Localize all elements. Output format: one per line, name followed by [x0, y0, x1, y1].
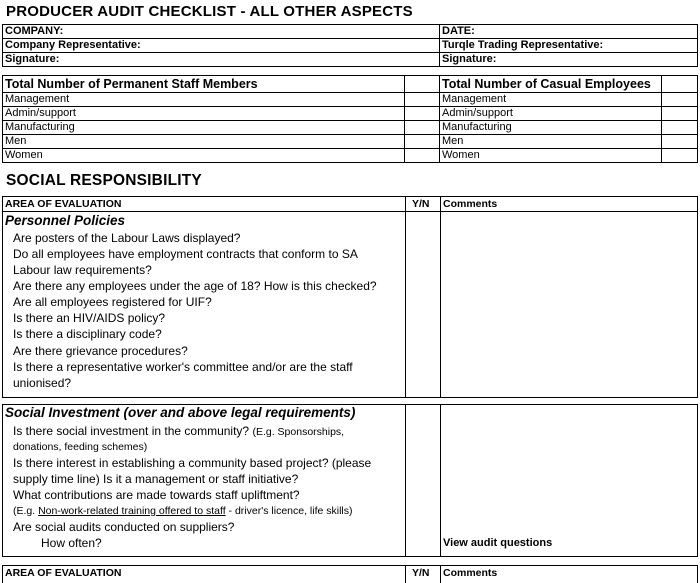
- question-item: Are there any employees under the age of 18? How is this checked?: [13, 279, 377, 293]
- casual-count-cell[interactable]: [662, 135, 698, 149]
- question-note: (E.g. Sponsorships,: [252, 426, 345, 438]
- header-fields-table: [2, 24, 698, 67]
- permanent-row-label: Admin/support: [3, 107, 405, 121]
- comments-header: Comments: [443, 198, 498, 210]
- signature-left-field[interactable]: Signature:: [3, 53, 440, 67]
- question-continuation: supply time line) Is it a management or staff initiative?: [13, 472, 299, 486]
- permanent-row-label: Manufacturing: [3, 121, 405, 135]
- casual-row-label: Men: [440, 135, 662, 149]
- question-item: Is there a disciplinary code?: [13, 327, 162, 341]
- social-investment-heading: Social Investment (over and above legal requirements): [5, 405, 356, 420]
- question-continuation: donations, feeding schemes): [13, 441, 148, 453]
- column-divider: [405, 196, 406, 398]
- casual-count-cell[interactable]: [662, 121, 698, 135]
- area-of-evaluation-header: AREA OF EVALUATION: [5, 198, 122, 210]
- comments-header: Comments: [443, 567, 498, 579]
- permanent-count-cell[interactable]: [405, 107, 440, 121]
- permanent-count-cell[interactable]: [405, 93, 440, 107]
- question-note: [13, 503, 353, 519]
- casual-count-cell[interactable]: [662, 93, 698, 107]
- permanent-total-cell[interactable]: [405, 76, 440, 93]
- question-item: Do all employees have employment contracts that conform to SA: [13, 247, 358, 261]
- question-item: unionised?: [13, 376, 72, 390]
- yn-header: Y/N: [412, 567, 430, 579]
- company-field[interactable]: COMPANY:: [3, 25, 440, 39]
- casual-row-label: Women: [440, 149, 662, 163]
- casual-row-label: Admin/support: [440, 107, 662, 121]
- question-item: Labour law requirements?: [13, 263, 152, 277]
- question-item: What contributions are made towards staff upliftment?: [13, 488, 300, 502]
- staff-table: [2, 75, 698, 163]
- casual-total-cell[interactable]: [662, 76, 698, 93]
- casual-row-label: Manufacturing: [440, 121, 662, 135]
- permanent-row-label: Men: [3, 135, 405, 149]
- training-link[interactable]: Non-work-related training offered to staff: [38, 505, 226, 517]
- column-divider: [440, 404, 441, 557]
- question-text: Is there social investment in the community?: [13, 424, 250, 438]
- question-item: Is there an HIV/AIDS policy?: [13, 311, 166, 325]
- yn-header: Y/N: [412, 198, 430, 210]
- column-divider: [405, 404, 406, 557]
- casual-count-cell[interactable]: [662, 149, 698, 163]
- permanent-count-cell[interactable]: [405, 121, 440, 135]
- question-item: Are posters of the Labour Laws displayed?: [13, 231, 241, 245]
- casual-count-cell[interactable]: [662, 107, 698, 121]
- page-title: PRODUCER AUDIT CHECKLIST - ALL OTHER ASPECTS: [6, 3, 413, 20]
- area-of-evaluation-header: AREA OF EVALUATION: [5, 567, 122, 579]
- permanent-count-cell[interactable]: [405, 135, 440, 149]
- table-header-divider: [2, 211, 698, 212]
- turqle-rep-field[interactable]: Turqle Trading Representative:: [440, 39, 698, 53]
- casual-row-label: Management: [440, 93, 662, 107]
- question-item: Is there a representative worker's committee and/or are the staff: [13, 360, 353, 374]
- permanent-row-label: Women: [3, 149, 405, 163]
- column-divider: [440, 196, 441, 398]
- question-item: Are all employees registered for UIF?: [13, 295, 212, 309]
- permanent-count-cell[interactable]: [405, 149, 440, 163]
- note-suffix: - driver's licence, life skills): [225, 505, 353, 517]
- date-field[interactable]: DATE:: [440, 25, 698, 39]
- company-rep-field[interactable]: Company Representative:: [3, 39, 440, 53]
- question-item: Is there interest in establishing a community based project? (please: [13, 456, 372, 470]
- question-item: Are there grievance procedures?: [13, 344, 188, 358]
- personnel-policies-heading: Personnel Policies: [5, 213, 126, 228]
- column-divider: [440, 565, 441, 583]
- signature-right-field[interactable]: Signature:: [440, 53, 698, 67]
- casual-staff-header: Total Number of Casual Employees: [440, 76, 662, 93]
- question-item: [13, 423, 344, 440]
- column-divider: [405, 565, 406, 583]
- view-audit-questions-link[interactable]: View audit questions: [443, 537, 553, 549]
- section-title: SOCIAL RESPONSIBILITY: [6, 172, 202, 189]
- note-prefix: (E.g.: [13, 505, 39, 517]
- permanent-staff-header: Total Number of Permanent Staff Members: [3, 76, 405, 93]
- question-subitem: How often?: [41, 536, 102, 550]
- permanent-row-label: Management: [3, 93, 405, 107]
- question-item: Are social audits conducted on suppliers?: [13, 520, 235, 534]
